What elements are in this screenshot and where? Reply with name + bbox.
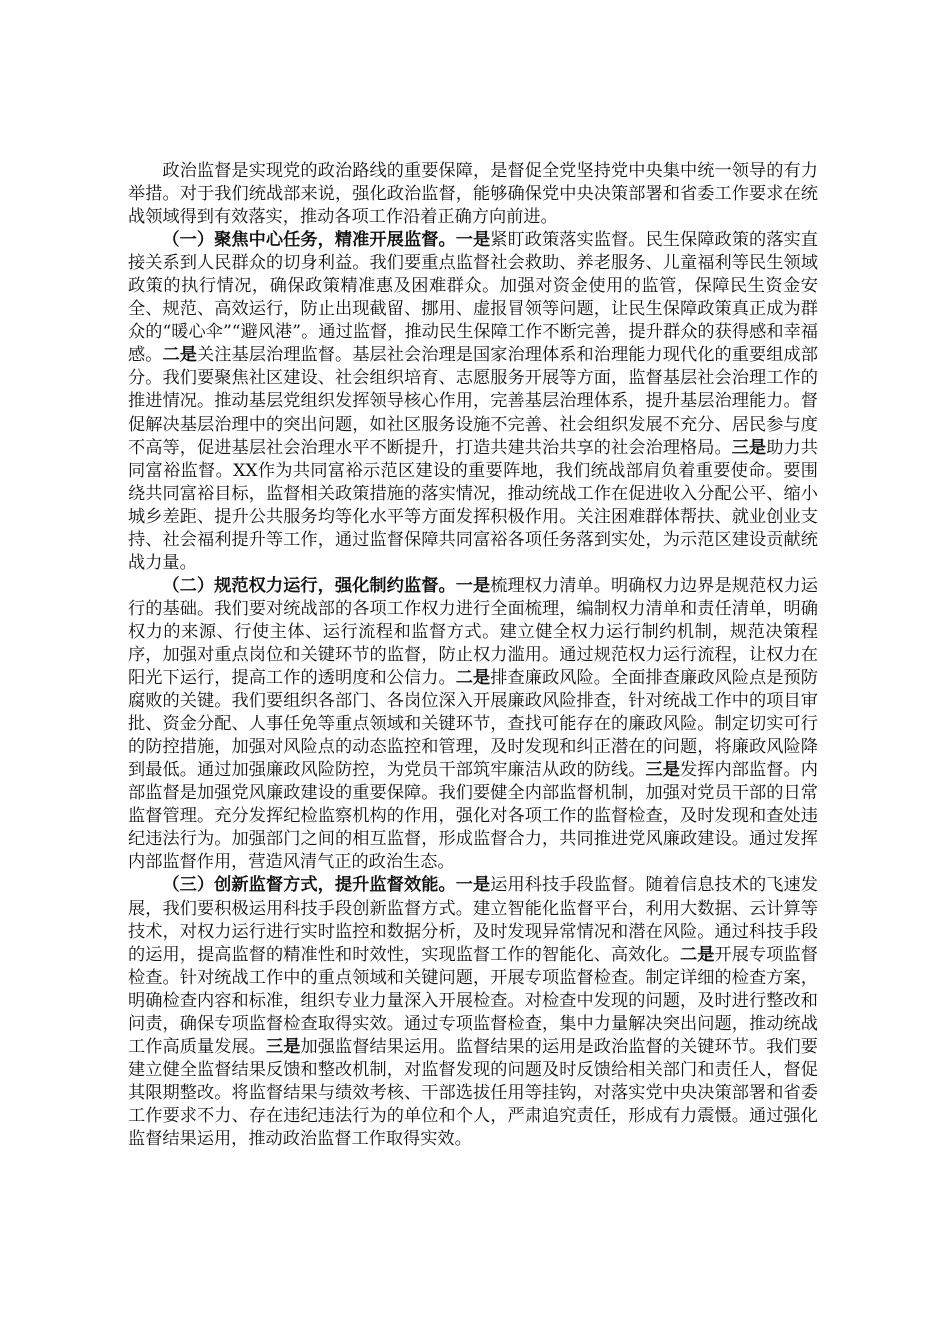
section-1-item-2-text: 关注基层治理监督。基层社会治理是国家治理体系和治理能力现代化的重要组成部分。我们要聚焦社区建设、社会组织培育、志愿服务开展等方面，监督基层社会治理工作的推进情况。推动基层党组织发挥领导核心作用，完善基层治理体系，提升基层治理能力。督促解决基层治理中的突出问题，如社区服务设施不完善、社会组织发展不充分、居民参与度不高等，促进基层社会治理水平不断提升，打造共建共治共享的社会治理格局。 [128, 345, 818, 458]
section-2-heading: （二）规范权力运行，强化制约监督。 [162, 575, 456, 596]
section-3-item-3-marker: 三是 [266, 1036, 301, 1057]
section-1-item-1-text: 紧盯政策落实监督。民生保障政策的落实直接关系到人民群众的切身利益。我们要重点监督社会救助、养老服务、儿童福利等民生领域政策的执行情况，确保政策精准惠及困难群众。加强对资金使用的监管，保障民生资金安全、规范、高效运行，防止出现截留、挪用、虚报冒领等问题，让民生保障政策真正成为群众的“暖心伞”“避风港”。通过监督，推动民生保障工作不断完善，提升群众的获得感和幸福感。 [128, 230, 818, 366]
document-body [128, 160, 818, 1151]
section-3-item-3-text: 加强监督结果运用。监督结果的运用是政治监督的关键环节。我们要建立健全监督结果反馈和整改机制，对监督发现的问题及时反馈给相关部门和责任人，督促其限期整改。将监督结果与绩效考核、干部选拔任用等挂钩，对落实党中央决策部署和省委工作要求不力、存在违纪违法行为的单位和个人，严肃追究责任，形成有力震慑。通过强化监督结果运用，推动政治监督工作取得实效。 [128, 1036, 818, 1149]
section-1-item-1-marker: 一是 [455, 230, 491, 251]
section-1-item-3-marker: 三是 [731, 437, 767, 458]
section-2-paragraph [128, 575, 818, 875]
intro-paragraph [128, 160, 818, 229]
section-2-item-1-text: 梳理权力清单。明确权力边界是规范权力运行的基础。我们要对统战部的各项工作权力进行全面梳理，编制权力清单和责任清单，明确权力的来源、行使主体、运行流程和监督方式。建立健全权力运行制约机制，规范决策程序，加强对重点岗位和关键环节的监督，防止权力滥用。通过规范权力运行流程，让权力在阳光下运行，提高工作的透明度和公信力。 [128, 575, 818, 689]
section-3-item-1-text: 运用科技手段监督。随着信息技术的飞速发展，我们要积极运用科技手段创新监督方式。建立智能化监督平台，利用大数据、云计算等技术，对权力运行进行实时监控和数据分析，及时发现异常情况和潜在风险。通过科技手段的运用，提高监督的精准性和时效性，实现监督工作的智能化、高效化。 [128, 875, 818, 965]
section-1-item-2-marker: 二是 [162, 345, 198, 366]
section-2-item-3-marker: 三是 [645, 760, 681, 781]
section-3-paragraph [128, 874, 818, 1151]
section-2-item-3-text: 发挥内部监督。内部监督是加强党风廉政建设的重要保障。我们要健全内部监督机制，加强对党员干部的日常监督管理。充分发挥纪检监察机构的作用，强化对各项工作的监督检查，及时发现和查处违纪违法行为。加强部门之间的相互监督，形成监督合力，共同推进党风廉政建设。通过发挥内部监督作用，营造风清气正的政治生态。 [128, 760, 818, 873]
intro-text: 政治监督是实现党的政治路线的重要保障，是督促全党坚持党中央集中统一领导的有力举措。对于我们统战部来说，强化政治监督，能够确保党中央决策部署和省委工作要求在统战领域得到有效落实，推动各项工作沿着正确方向前进。 [128, 161, 818, 228]
section-2-item-1-marker: 一是 [455, 575, 491, 596]
section-3-item-1-marker: 一是 [455, 875, 491, 896]
section-3-heading: （三）创新监督方式，提升监督效能。 [162, 875, 456, 896]
section-1-heading: （一）聚焦中心任务，精准开展监督。 [162, 230, 456, 251]
section-1-paragraph [128, 229, 818, 575]
section-3-item-2-marker: 二是 [680, 944, 715, 965]
section-1-item-3-text: 助力共同富裕监督。XX作为共同富裕示范区建设的重要阵地，我们统战部肩负着重要使命。要围绕共同富裕目标，监督相关政策措施的落实情况，推动统战工作在促进收入分配公平、缩小城乡差距、提升公共服务均等化水平等方面发挥积极作用。关注困难群体帮扶、就业创业支持、社会福利提升等工作，通过监督保障共同富裕各项任务落到实处，为示范区建设贡献统战力量。 [128, 437, 818, 573]
section-2-item-2-marker: 二是 [455, 668, 491, 689]
section-2-item-2-text: 排查廉政风险。全面排查廉政风险点是预防腐败的关键。我们要组织各部门、各岗位深入开展廉政风险排查，针对统战工作中的项目审批、资金分配、人事任免等重点领域和关键环节，查找可能存在的廉政风险。制定切实可行的防控措施，加强对风险点的动态监控和管理，及时发现和纠正潜在的问题，将廉政风险降到最低。通过加强廉政风险防控，为党员干部筑牢廉洁从政的防线。 [128, 668, 818, 781]
section-3-item-2-text: 开展专项监督检查。针对统战工作中的重点领域和关键问题，开展专项监督检查。制定详细的检查方案，明确检查内容和标准，组织专业力量深入开展检查。对检查中发现的问题，及时进行整改和问责，确保专项监督检查取得实效。通过专项监督检查，集中力量解决突出问题，推动统战工作高质量发展。 [128, 944, 818, 1057]
